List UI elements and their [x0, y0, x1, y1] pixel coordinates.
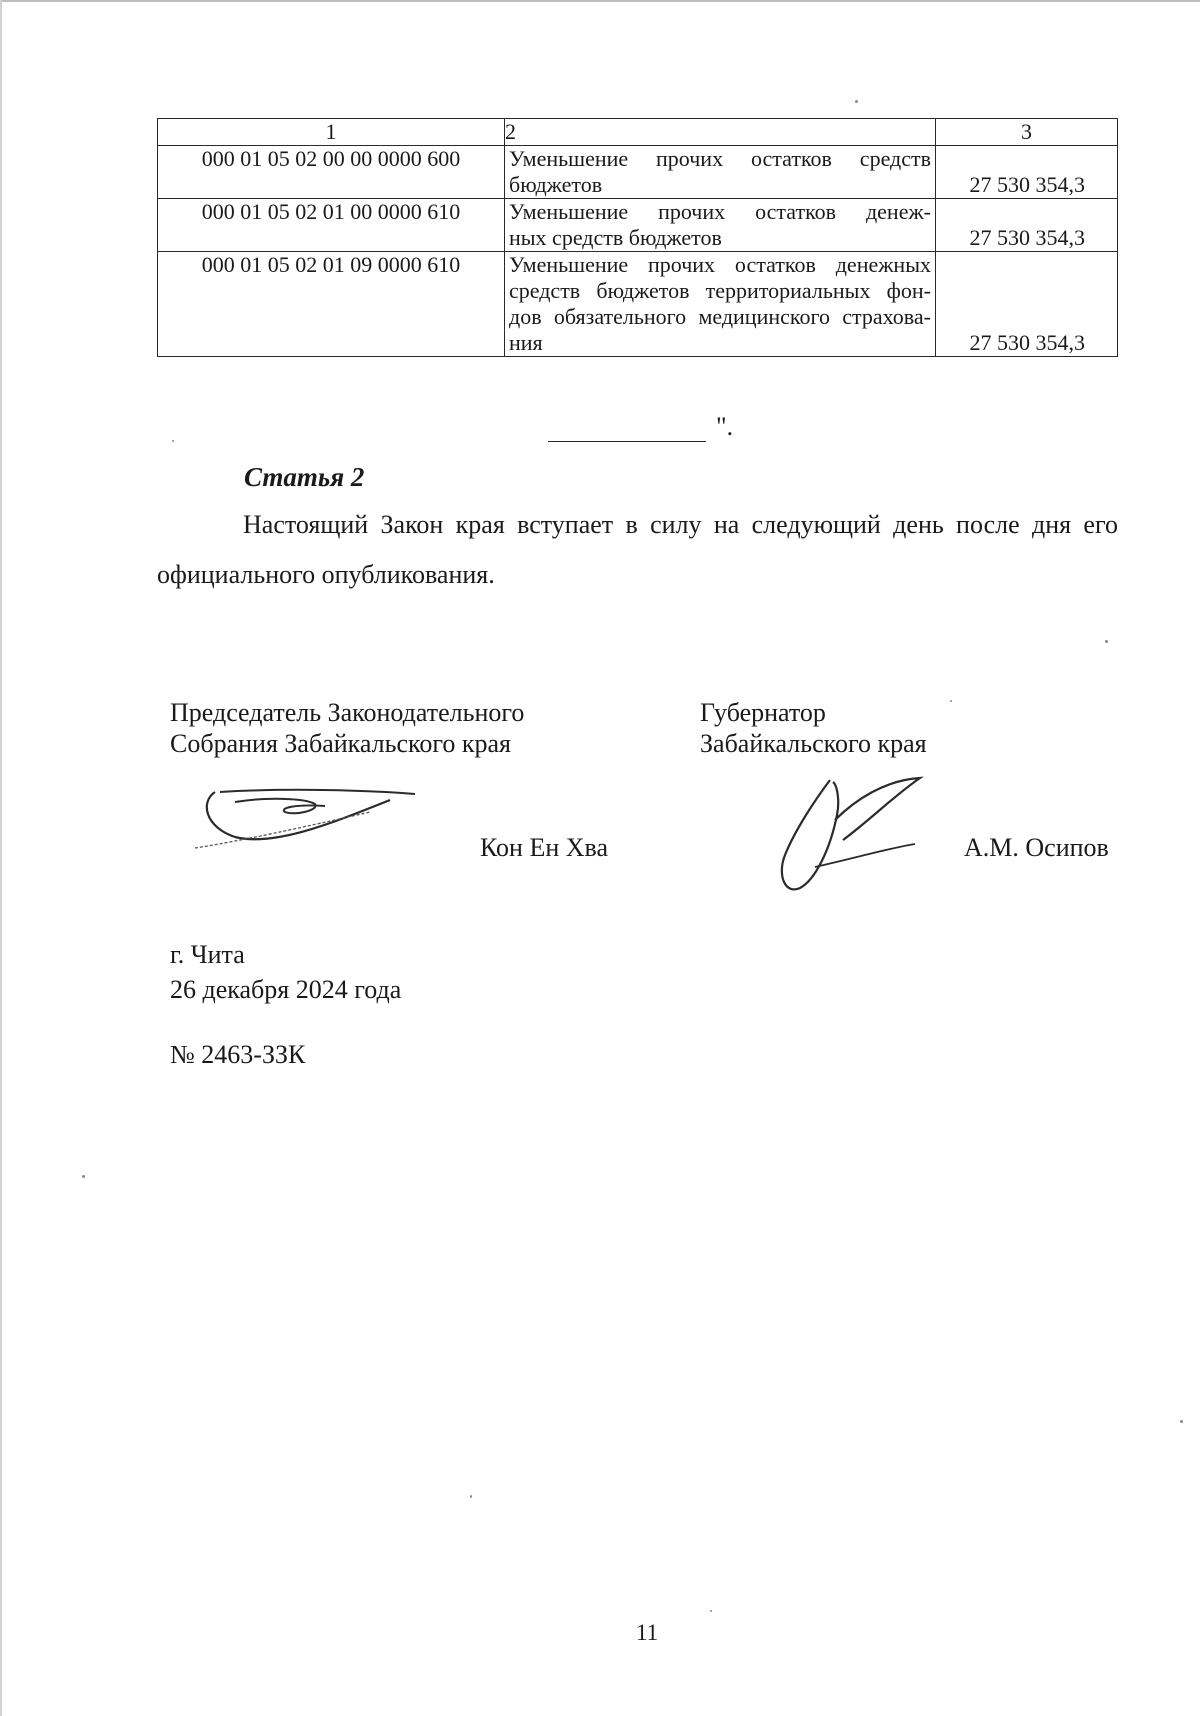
- law-number: № 2463-ЗЗК: [170, 1040, 306, 1069]
- table-header-cell: 3: [936, 119, 1118, 146]
- closing-quote-mark: ".: [716, 412, 734, 441]
- table-row: [158, 199, 1118, 252]
- signing-city: г. Чита: [170, 940, 245, 969]
- scan-edge-top: [0, 0, 1200, 2]
- article-text: Настоящий Закон края вступает в силу на следующий день после дня его официального опубликования.: [157, 510, 1118, 589]
- article-heading: Статья 2: [244, 462, 365, 492]
- scan-speck: [855, 100, 858, 103]
- budget-name-line: дов обязательного медицинского страхова-: [509, 304, 931, 329]
- right-signatory-name: А.М. Осипов: [964, 833, 1109, 862]
- right-signatory-title-line: Губернатор: [700, 698, 826, 727]
- left-signatory-title: [170, 697, 524, 759]
- budget-name-line: ных средств бюджетов: [509, 225, 722, 250]
- right-handwritten-signature: [775, 770, 925, 900]
- budget-name-line: бюджетов: [509, 172, 603, 197]
- scan-edge-left: [0, 0, 2, 1716]
- budget-name-line: Уменьшение прочих остатков средств: [509, 146, 931, 171]
- scan-speck: [172, 440, 174, 442]
- budget-name-line: средств бюджетов территориальных фон-: [509, 278, 931, 303]
- budget-name-line: Уменьшение прочих остатков денежных: [509, 252, 931, 277]
- table-row: [158, 252, 1118, 357]
- budget-name-cell: [505, 146, 936, 199]
- budget-code-cell: 000 01 05 02 01 09 0000 610: [158, 252, 505, 357]
- budget-sources-table: [157, 118, 1118, 357]
- left-handwritten-signature: [195, 782, 425, 862]
- budget-name-line: Уменьшение прочих остатков денеж-: [509, 199, 931, 224]
- table-header-cell: 1: [158, 119, 505, 146]
- table-header-row: [158, 119, 1118, 146]
- budget-name-cell: [505, 199, 936, 252]
- budget-code-cell: 000 01 05 02 00 00 0000 600: [158, 146, 505, 199]
- left-signatory-title-line: Собрания Забайкальского края: [170, 729, 511, 758]
- scan-speck: [82, 1175, 85, 1178]
- budget-sum-cell: 27 530 354,3: [936, 199, 1118, 252]
- page-number: 11: [636, 1620, 659, 1645]
- budget-sum-cell: 27 530 354,3: [936, 252, 1118, 357]
- scan-speck: [950, 700, 952, 702]
- scan-speck: [1105, 640, 1108, 643]
- right-signatory-title-line: Забайкальского края: [700, 729, 927, 758]
- budget-sum-cell: 27 530 354,3: [936, 146, 1118, 199]
- left-signatory-title-line: Председатель Законодательного: [170, 698, 525, 727]
- budget-code-cell: 000 01 05 02 01 00 0000 610: [158, 199, 505, 252]
- scan-speck: [710, 1610, 712, 1612]
- left-signatory-name: Кон Ен Хва: [480, 833, 609, 862]
- table-row: [158, 146, 1118, 199]
- table-header-cell: 2: [505, 119, 936, 146]
- closing-underline: [548, 441, 706, 442]
- scan-speck: [1180, 1420, 1183, 1423]
- right-signatory-title: [700, 697, 927, 759]
- scan-speck: [470, 1495, 472, 1498]
- budget-name-cell: [505, 252, 936, 357]
- signing-date: 26 декабря 2024 года: [170, 975, 402, 1004]
- budget-name-line: ния: [509, 330, 543, 355]
